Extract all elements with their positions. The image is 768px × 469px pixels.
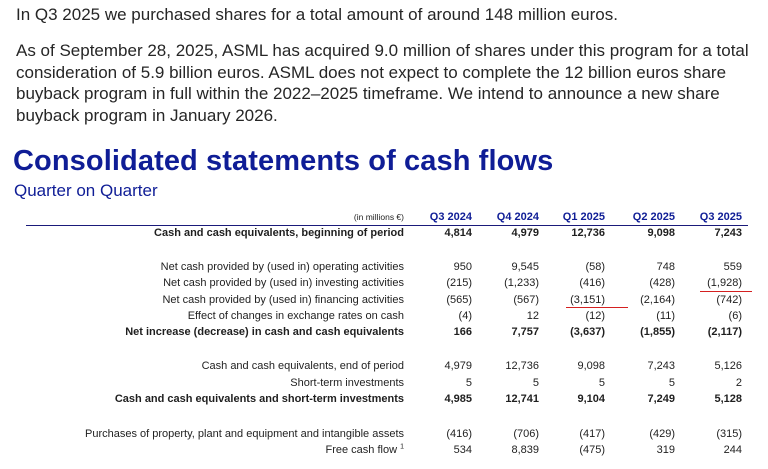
table-cell: (2,164) [640,294,675,306]
row-label [188,309,404,324]
table-row [0,392,768,407]
table-cell: (742) [716,294,742,306]
column-header: Q4 2024 [496,211,539,223]
table-row [0,359,768,374]
intro-paragraph-2: As of September 28, 2025, ASML has acquired 9.0 million of shares under this program for a total consideration of 5.9 billion euros. ASML does not expect to complete the 12 billion euros share buyback program in full within the 2022–2025 timeframe. We intend to announce a new share buyback program in January 2026. [16,41,749,125]
row-label [161,260,404,275]
row-label-text: Cash and cash equivalents, end of period [201,360,404,372]
row-label [162,293,404,308]
red-underline-annotation [566,307,628,308]
table-cell: 9,104 [577,393,605,405]
table-cell: (58) [585,261,605,273]
row-label-text: Free cash flow [325,444,398,456]
table-row [0,376,768,391]
table-cell: (3,637) [570,326,605,338]
table-row [0,427,768,442]
row-label [290,376,404,391]
table-cell: (416) [579,277,605,289]
table-cell: (3,151) [570,294,605,306]
table-cell: 4,979 [511,227,539,239]
table-cell: 5,128 [714,393,742,405]
table-cell: (1,855) [640,326,675,338]
table-cell: 4,979 [444,360,472,372]
table-cell: 5 [598,377,605,389]
table-cell: 7,249 [647,393,675,405]
row-label [85,427,404,442]
row-label [154,226,404,241]
table-cell: 9,545 [511,261,539,273]
table-cell: (1,233) [504,277,539,289]
row-label-text: Purchases of property, plant and equipment and intangible assets [85,428,404,440]
row-label [202,359,404,374]
table-cell: 12,741 [505,393,539,405]
table-cell: 5,126 [714,360,742,372]
row-label-text: Net cash provided by (used in) investing activities [163,277,404,289]
table-row [0,226,768,241]
table-cell: 12,736 [571,227,605,239]
table-cell: (428) [649,277,675,289]
table-cell: 9,098 [647,227,675,239]
table-cell: 7,243 [647,360,675,372]
table-cell: 5 [465,377,472,389]
table-cell: 7,757 [511,326,539,338]
table-row [0,293,768,308]
column-header: Q2 2025 [632,211,675,223]
table-header-row [0,210,768,225]
table-cell: (11) [656,310,675,322]
table-cell: 5 [532,377,539,389]
row-label-text: Effect of changes in exchange rates on cash [187,310,404,322]
table-cell: 559 [723,261,742,273]
table-row [0,260,768,275]
row-label-text: Net cash provided by (used in) financing activities [162,294,404,306]
table-cell: 244 [723,444,742,456]
table-cell: (315) [716,428,742,440]
table-cell: 534 [453,444,472,456]
table-cell: 12,736 [505,360,539,372]
table-cell: 4,985 [444,393,472,405]
row-label-text: Short-term investments [290,377,404,389]
table-cell: 166 [453,326,472,338]
table-cell: 7,243 [714,227,742,239]
row-label-text: Cash and cash equivalents, beginning of period [154,227,404,239]
column-header: Q1 2025 [562,211,605,223]
table-cell: (2,117) [707,326,742,338]
column-header: Q3 2025 [699,211,742,223]
row-label-text: Net cash provided by (used in) operating activities [160,261,404,273]
row-label [115,392,404,407]
footnote-marker: 1 [400,443,404,451]
table-cell: 748 [656,261,675,273]
red-underline-annotation [700,291,752,292]
table-cell: (706) [513,428,539,440]
table-row [0,309,768,324]
table-cell: 950 [453,261,472,273]
table-cell: (1,928) [707,277,742,289]
section-subtitle: Quarter on Quarter [14,181,158,200]
table-cell: 5 [668,377,675,389]
table-cell: (417) [579,428,605,440]
table-cell: 9,098 [577,360,605,372]
row-label [163,276,404,291]
table-cell: (6) [728,310,742,322]
table-cell: 12 [526,310,539,322]
row-label [326,443,405,458]
table-row [0,276,768,291]
table-cell: (12) [585,310,605,322]
section-title: Consolidated statements of cash flows [13,145,554,177]
table-cell: (565) [446,294,472,306]
table-row [0,443,768,458]
row-label-text: Cash and cash equivalents and short-term investments [114,393,404,405]
intro-paragraph-1: In Q3 2025 we purchased shares for a total amount of around 148 million euros. [16,5,618,24]
row-label-text: Net increase (decrease) in cash and cash equivalents [125,326,404,338]
row-label [125,325,404,340]
column-header: Q3 2024 [429,211,472,223]
table-cell: (567) [513,294,539,306]
table-cell: 8,839 [511,444,539,456]
table-cell: 319 [656,444,675,456]
table-cell: (475) [579,444,605,456]
table-cell: (416) [446,428,472,440]
table-cell: 2 [735,377,742,389]
table-cell: 4,814 [444,227,472,239]
table-cell: (215) [446,277,472,289]
table-cell: (4) [458,310,472,322]
table-row [0,325,768,340]
unit-label: (in millions €) [353,212,404,222]
table-cell: (429) [649,428,675,440]
